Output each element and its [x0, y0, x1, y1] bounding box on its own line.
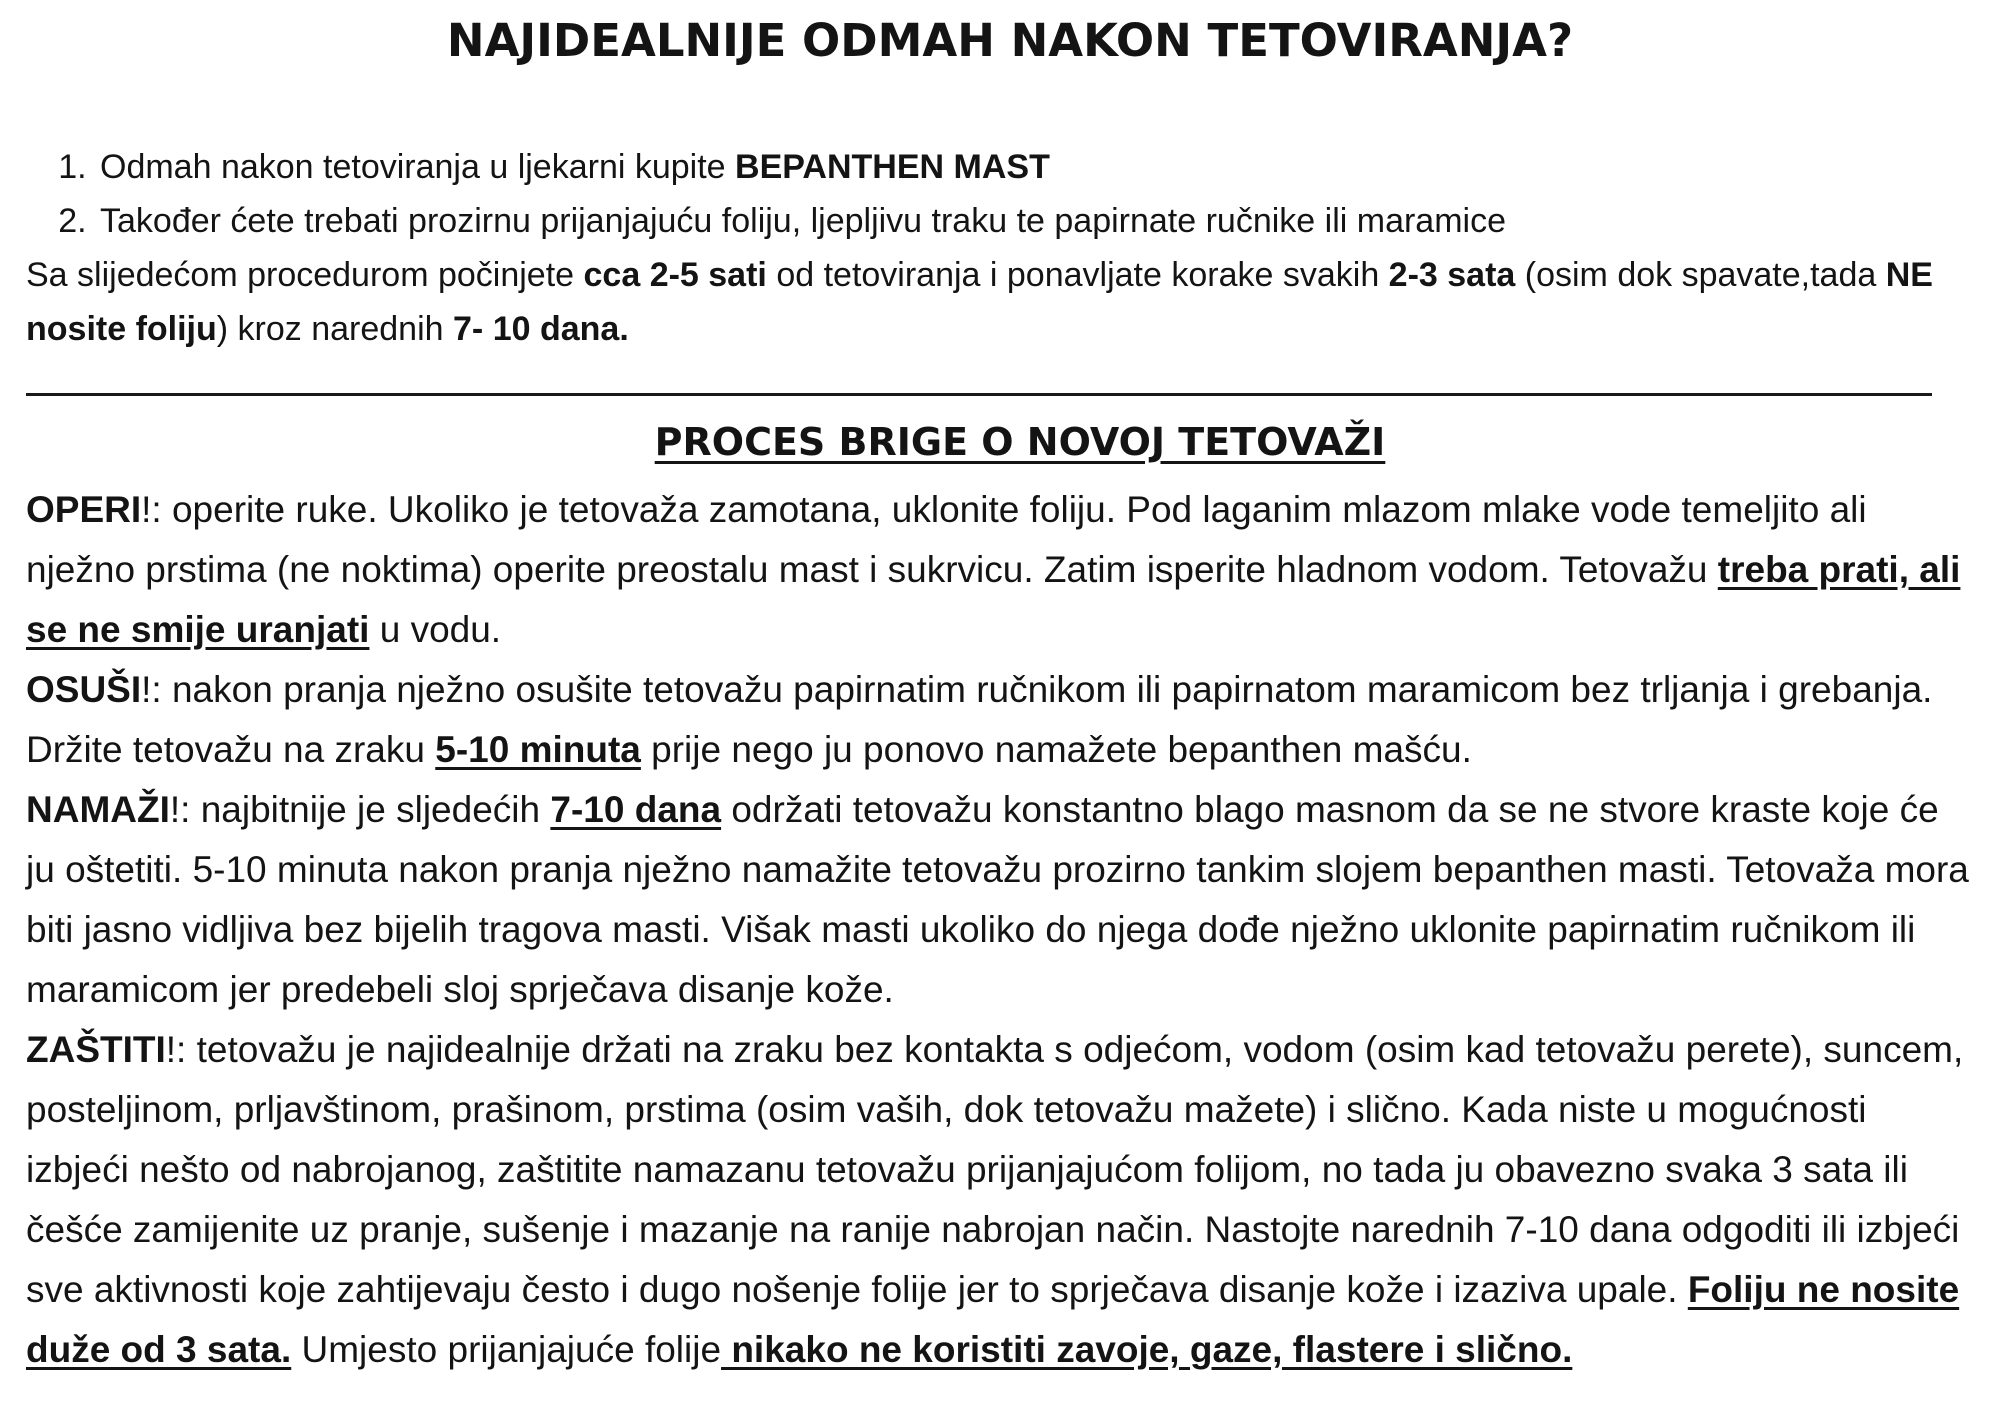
list-item-bold: BEPANTHEN MAST [735, 148, 1050, 186]
step-text: !: najbitnije je sljedećih [169, 789, 551, 830]
step-text: !: nakon pranja nježno osušite tetovažu papirnatim ručnikom ili papirnatom maramicom bez trljanja i grebanja. Držite tetovažu na zraku [26, 669, 1933, 770]
intro-section [26, 140, 1966, 356]
step-text: !: operite ruke. Ukoliko je tetovaža zamotana, uklonite foliju. Pod laganim mlazom mlake vode temeljito ali nježno prstima (ne noktima) operite preostalu mast i sukrvicu. Zatim isperite hladnom vodom. Tetovažu [26, 489, 1867, 590]
step-text: održati tetovažu konstantno blago masnom da se ne stvore kraste koje će ju oštetiti. 5-10 minuta nakon pranja nježno namažite tetovažu prozirno tankim slojem bepanthen masti. Tetovaža mora biti jasno vidljiva bez bijelih tragova masti. Višak masti ukoliko do njega dođe nježno uklonite papirnatim ručnikom ili maramicom jer predebeli sloj sprječava disanje kože. [26, 789, 1969, 1010]
list-item-text: Odmah nakon tetoviranja u ljekarni kupite [100, 148, 736, 186]
schedule-text: od tetoviranja i ponavljate korake svakih [766, 256, 1389, 294]
step-emphasis: treba prati, ali se ne smije uranjati [26, 549, 1961, 650]
step-emphasis: Foliju ne nosite duže od 3 sata. [26, 1269, 1960, 1370]
step-osusi [26, 660, 1976, 780]
step-text: Umjesto prijanjajuće folije [291, 1329, 722, 1370]
step-emphasis: nikako ne koristiti zavoje, gaze, flastere i slično. [721, 1329, 1573, 1370]
schedule-paragraph [26, 248, 1966, 356]
section-title: PROCES BRIGE O NOVOJ TETOVAŽI [654, 420, 1386, 464]
step-emphasis: 5-10 minuta [435, 729, 641, 770]
step-namazi [26, 780, 1976, 1020]
divider-line [26, 393, 1932, 396]
schedule-bold: cca 2-5 sati [583, 256, 767, 294]
step-label: OSUŠI [26, 669, 142, 710]
schedule-text: Sa slijedećom procedurom počinjete [26, 256, 584, 294]
schedule-text: ) kroz narednih [216, 310, 454, 348]
schedule-bold: 2-3 sata [1388, 256, 1516, 294]
step-label: NAMAŽI [26, 789, 170, 830]
step-text: u vodu. [369, 609, 502, 650]
schedule-bold: 7- 10 dana. [453, 310, 629, 348]
page-title: NAJIDEALNIJE ODMAH NAKON TETOVIRANJA? [446, 14, 1574, 67]
schedule-text: (osim dok spavate,tada [1515, 256, 1886, 294]
step-emphasis: 7-10 dana [550, 789, 722, 830]
step-operi [26, 480, 1976, 660]
step-text: prije nego ju ponovo namažete bepanthen mašću. [640, 729, 1472, 770]
supplies-list [26, 140, 1966, 248]
step-label: ZAŠTITI [26, 1029, 166, 1070]
list-item [96, 194, 1966, 248]
schedule-bold: NE nosite foliju [26, 256, 1933, 348]
step-text: !: tetovažu je najidealnije držati na zraku bez kontakta s odjećom, vodom (osim kad tetovažu perete), suncem, posteljinom, prljavštinom, prašinom, prstima (osim vaših, dok tetovažu mažete) i slično. Kada niste u mogućnosti izbjeći nešto od nabrojanog, zaštitite namazanu tetovažu prijanjajućom folijom, no tada ju obavezno svaka 3 sata ili češće zamijenite uz pranje, sušenje i mazanje na ranije nabrojan način. Nastojte narednih 7-10 dana odgoditi ili izbjeći sve aktivnosti koje zahtijevaju često i dugo nošenje folije jer to sprječava disanje kože i izaziva upale. [26, 1029, 1964, 1310]
step-zastiti [26, 1020, 1976, 1380]
step-label: OPERI [26, 489, 142, 530]
list-item-text: Također ćete trebati prozirnu prijanjajuću foliju, ljepljivu traku te papirnate ručnike ili maramice [100, 202, 1507, 240]
care-steps [26, 480, 1976, 1380]
list-item [96, 140, 1966, 194]
